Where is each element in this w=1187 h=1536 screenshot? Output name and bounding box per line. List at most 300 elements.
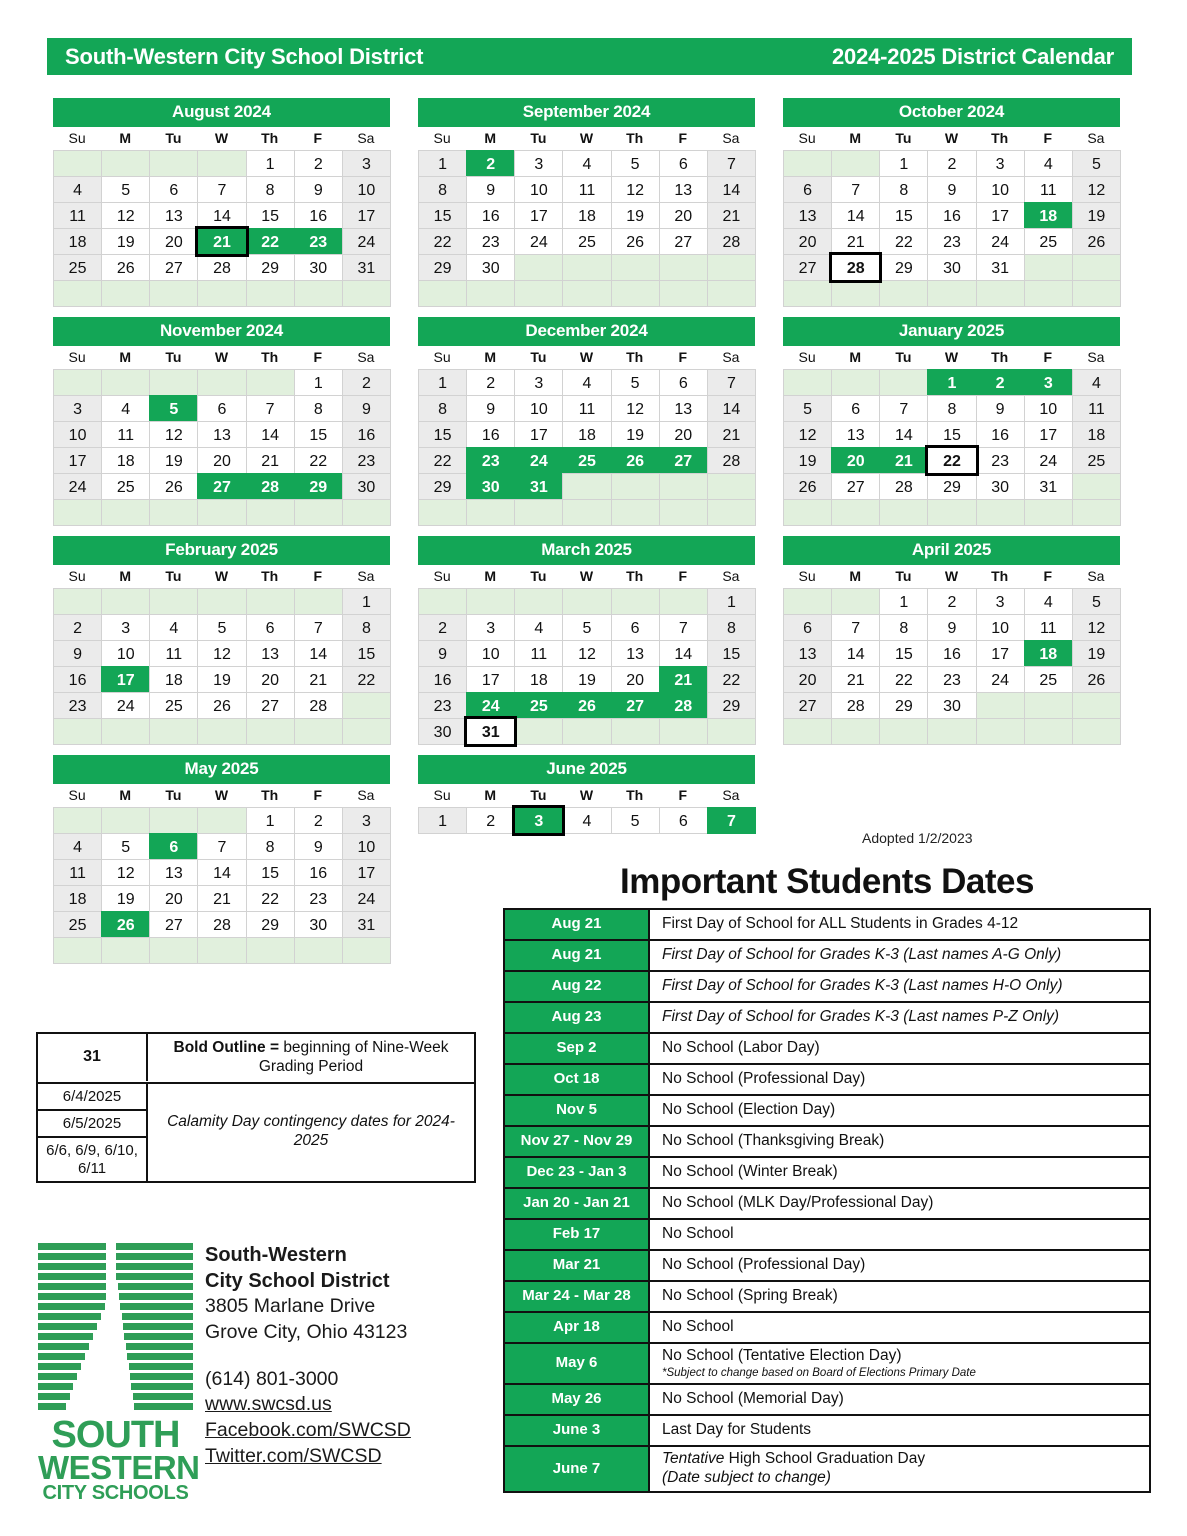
- calendar-day-cell[interactable]: [466, 588, 515, 615]
- calendar-day-cell[interactable]: 24: [53, 473, 102, 500]
- calendar-day-cell[interactable]: [197, 369, 246, 396]
- calendar-day-cell[interactable]: 14: [197, 202, 246, 229]
- calendar-day-cell[interactable]: 14: [831, 640, 880, 667]
- calendar-day-cell[interactable]: 1: [927, 369, 976, 396]
- calendar-day-cell[interactable]: 30: [342, 473, 391, 500]
- calendar-day-cell[interactable]: [611, 254, 660, 281]
- calendar-day-cell[interactable]: [927, 499, 976, 526]
- calendar-day-cell[interactable]: 16: [466, 421, 515, 448]
- calendar-day-cell[interactable]: 25: [562, 228, 611, 255]
- calendar-day-cell[interactable]: 28: [831, 254, 880, 281]
- calendar-day-cell[interactable]: 7: [246, 395, 295, 422]
- calendar-day-cell[interactable]: [1072, 473, 1121, 500]
- calendar-day-cell[interactable]: [53, 937, 102, 964]
- calendar-day-cell[interactable]: 2: [466, 807, 515, 834]
- calendar-day-cell[interactable]: 14: [831, 202, 880, 229]
- calendar-day-cell[interactable]: 4: [149, 614, 198, 641]
- calendar-day-cell[interactable]: [831, 718, 880, 745]
- calendar-day-cell[interactable]: 2: [927, 150, 976, 177]
- calendar-day-cell[interactable]: [53, 499, 102, 526]
- calendar-day-cell[interactable]: 8: [418, 395, 467, 422]
- contact-twitter-link[interactable]: Twitter.com/SWCSD: [205, 1444, 382, 1467]
- calendar-day-cell[interactable]: [831, 280, 880, 307]
- calendar-day-cell[interactable]: [101, 937, 150, 964]
- calendar-day-cell[interactable]: [294, 280, 343, 307]
- calendar-day-cell[interactable]: [149, 718, 198, 745]
- calendar-day-cell[interactable]: 3: [1024, 369, 1073, 396]
- calendar-day-cell[interactable]: 11: [1072, 395, 1121, 422]
- calendar-day-cell[interactable]: [246, 369, 295, 396]
- calendar-day-cell[interactable]: 11: [149, 640, 198, 667]
- calendar-day-cell[interactable]: 27: [149, 911, 198, 938]
- calendar-day-cell[interactable]: [514, 499, 563, 526]
- calendar-day-cell[interactable]: [514, 588, 563, 615]
- calendar-day-cell[interactable]: 19: [611, 421, 660, 448]
- calendar-day-cell[interactable]: 25: [101, 473, 150, 500]
- calendar-day-cell[interactable]: 15: [294, 421, 343, 448]
- calendar-day-cell[interactable]: 24: [342, 885, 391, 912]
- calendar-day-cell[interactable]: 29: [294, 473, 343, 500]
- calendar-day-cell[interactable]: 29: [879, 692, 928, 719]
- calendar-day-cell[interactable]: 27: [783, 692, 832, 719]
- calendar-day-cell[interactable]: 10: [342, 176, 391, 203]
- calendar-day-cell[interactable]: 24: [976, 228, 1025, 255]
- calendar-day-cell[interactable]: 12: [149, 421, 198, 448]
- calendar-day-cell[interactable]: 20: [659, 202, 708, 229]
- calendar-day-cell[interactable]: [611, 588, 660, 615]
- calendar-day-cell[interactable]: 3: [514, 150, 563, 177]
- calendar-day-cell[interactable]: 19: [197, 666, 246, 693]
- calendar-day-cell[interactable]: 21: [246, 447, 295, 474]
- calendar-day-cell[interactable]: 15: [246, 202, 295, 229]
- calendar-day-cell[interactable]: 22: [418, 228, 467, 255]
- calendar-day-cell[interactable]: [831, 150, 880, 177]
- calendar-day-cell[interactable]: [659, 280, 708, 307]
- calendar-day-cell[interactable]: 16: [53, 666, 102, 693]
- calendar-day-cell[interactable]: 15: [418, 202, 467, 229]
- calendar-day-cell[interactable]: 15: [927, 421, 976, 448]
- calendar-day-cell[interactable]: [611, 499, 660, 526]
- calendar-day-cell[interactable]: 29: [879, 254, 928, 281]
- calendar-day-cell[interactable]: [1024, 499, 1073, 526]
- calendar-day-cell[interactable]: [101, 280, 150, 307]
- calendar-day-cell[interactable]: [611, 473, 660, 500]
- calendar-day-cell[interactable]: 13: [246, 640, 295, 667]
- calendar-day-cell[interactable]: [101, 499, 150, 526]
- calendar-day-cell[interactable]: 11: [53, 202, 102, 229]
- calendar-day-cell[interactable]: 9: [294, 833, 343, 860]
- calendar-day-cell[interactable]: 22: [418, 447, 467, 474]
- calendar-day-cell[interactable]: 13: [149, 202, 198, 229]
- calendar-day-cell[interactable]: 7: [294, 614, 343, 641]
- calendar-day-cell[interactable]: [101, 807, 150, 834]
- calendar-day-cell[interactable]: 11: [1024, 176, 1073, 203]
- calendar-day-cell[interactable]: 3: [514, 807, 563, 834]
- calendar-day-cell[interactable]: 25: [53, 911, 102, 938]
- calendar-day-cell[interactable]: 21: [197, 228, 246, 255]
- calendar-day-cell[interactable]: [246, 588, 295, 615]
- calendar-day-cell[interactable]: 17: [342, 859, 391, 886]
- calendar-day-cell[interactable]: 1: [879, 150, 928, 177]
- calendar-day-cell[interactable]: 7: [659, 614, 708, 641]
- calendar-day-cell[interactable]: 16: [466, 202, 515, 229]
- calendar-day-cell[interactable]: [101, 369, 150, 396]
- calendar-day-cell[interactable]: 24: [342, 228, 391, 255]
- calendar-day-cell[interactable]: 13: [783, 202, 832, 229]
- calendar-day-cell[interactable]: 6: [149, 176, 198, 203]
- calendar-day-cell[interactable]: [659, 473, 708, 500]
- calendar-day-cell[interactable]: [831, 499, 880, 526]
- calendar-day-cell[interactable]: 27: [659, 228, 708, 255]
- calendar-day-cell[interactable]: 10: [53, 421, 102, 448]
- calendar-day-cell[interactable]: [927, 280, 976, 307]
- calendar-day-cell[interactable]: [879, 718, 928, 745]
- calendar-day-cell[interactable]: [197, 280, 246, 307]
- calendar-day-cell[interactable]: 6: [831, 395, 880, 422]
- calendar-day-cell[interactable]: 14: [294, 640, 343, 667]
- calendar-day-cell[interactable]: 30: [294, 911, 343, 938]
- calendar-day-cell[interactable]: 11: [562, 395, 611, 422]
- calendar-day-cell[interactable]: 13: [611, 640, 660, 667]
- calendar-day-cell[interactable]: 1: [342, 588, 391, 615]
- calendar-day-cell[interactable]: 9: [927, 614, 976, 641]
- calendar-day-cell[interactable]: [1072, 718, 1121, 745]
- calendar-day-cell[interactable]: [976, 718, 1025, 745]
- calendar-day-cell[interactable]: 11: [514, 640, 563, 667]
- calendar-day-cell[interactable]: 10: [514, 395, 563, 422]
- calendar-day-cell[interactable]: [149, 369, 198, 396]
- calendar-day-cell[interactable]: 12: [1072, 614, 1121, 641]
- calendar-day-cell[interactable]: 13: [197, 421, 246, 448]
- calendar-day-cell[interactable]: [514, 254, 563, 281]
- calendar-day-cell[interactable]: [1024, 280, 1073, 307]
- calendar-day-cell[interactable]: 5: [101, 176, 150, 203]
- calendar-day-cell[interactable]: [197, 807, 246, 834]
- calendar-day-cell[interactable]: 12: [562, 640, 611, 667]
- calendar-day-cell[interactable]: [342, 692, 391, 719]
- calendar-day-cell[interactable]: 25: [53, 254, 102, 281]
- calendar-day-cell[interactable]: 9: [294, 176, 343, 203]
- calendar-day-cell[interactable]: [562, 718, 611, 745]
- calendar-day-cell[interactable]: 25: [514, 692, 563, 719]
- calendar-day-cell[interactable]: 28: [246, 473, 295, 500]
- calendar-day-cell[interactable]: 7: [707, 807, 756, 834]
- calendar-day-cell[interactable]: [1072, 280, 1121, 307]
- calendar-day-cell[interactable]: 26: [611, 228, 660, 255]
- calendar-day-cell[interactable]: 4: [514, 614, 563, 641]
- calendar-day-cell[interactable]: 5: [611, 369, 660, 396]
- calendar-day-cell[interactable]: 24: [976, 666, 1025, 693]
- calendar-day-cell[interactable]: 22: [879, 666, 928, 693]
- calendar-day-cell[interactable]: [246, 280, 295, 307]
- calendar-day-cell[interactable]: 10: [514, 176, 563, 203]
- calendar-day-cell[interactable]: 5: [611, 807, 660, 834]
- calendar-day-cell[interactable]: [1024, 254, 1073, 281]
- calendar-day-cell[interactable]: [53, 280, 102, 307]
- calendar-day-cell[interactable]: 11: [53, 859, 102, 886]
- calendar-day-cell[interactable]: [562, 588, 611, 615]
- calendar-day-cell[interactable]: 26: [783, 473, 832, 500]
- calendar-day-cell[interactable]: 26: [1072, 228, 1121, 255]
- calendar-day-cell[interactable]: 15: [879, 202, 928, 229]
- calendar-day-cell[interactable]: 10: [976, 614, 1025, 641]
- calendar-day-cell[interactable]: 17: [514, 202, 563, 229]
- calendar-day-cell[interactable]: 17: [514, 421, 563, 448]
- calendar-day-cell[interactable]: [707, 280, 756, 307]
- calendar-day-cell[interactable]: 20: [659, 421, 708, 448]
- calendar-day-cell[interactable]: 28: [294, 692, 343, 719]
- calendar-day-cell[interactable]: [101, 588, 150, 615]
- calendar-day-cell[interactable]: 27: [611, 692, 660, 719]
- calendar-day-cell[interactable]: 25: [1024, 666, 1073, 693]
- calendar-day-cell[interactable]: 20: [831, 447, 880, 474]
- calendar-day-cell[interactable]: [246, 937, 295, 964]
- calendar-day-cell[interactable]: [197, 499, 246, 526]
- calendar-day-cell[interactable]: 28: [197, 911, 246, 938]
- calendar-day-cell[interactable]: 1: [246, 150, 295, 177]
- calendar-day-cell[interactable]: 31: [342, 911, 391, 938]
- calendar-day-cell[interactable]: [1072, 499, 1121, 526]
- calendar-day-cell[interactable]: 26: [1072, 666, 1121, 693]
- calendar-day-cell[interactable]: 2: [294, 150, 343, 177]
- calendar-day-cell[interactable]: 29: [246, 254, 295, 281]
- calendar-day-cell[interactable]: [342, 937, 391, 964]
- calendar-day-cell[interactable]: [976, 499, 1025, 526]
- calendar-day-cell[interactable]: 29: [418, 473, 467, 500]
- calendar-day-cell[interactable]: 20: [783, 666, 832, 693]
- calendar-day-cell[interactable]: [53, 718, 102, 745]
- calendar-day-cell[interactable]: [783, 588, 832, 615]
- calendar-day-cell[interactable]: 20: [611, 666, 660, 693]
- calendar-day-cell[interactable]: 19: [611, 202, 660, 229]
- calendar-day-cell[interactable]: 22: [246, 228, 295, 255]
- calendar-day-cell[interactable]: [418, 280, 467, 307]
- calendar-day-cell[interactable]: [927, 718, 976, 745]
- calendar-day-cell[interactable]: 31: [342, 254, 391, 281]
- calendar-day-cell[interactable]: 2: [927, 588, 976, 615]
- calendar-day-cell[interactable]: 12: [611, 176, 660, 203]
- calendar-day-cell[interactable]: 30: [466, 254, 515, 281]
- calendar-day-cell[interactable]: 6: [197, 395, 246, 422]
- calendar-day-cell[interactable]: [197, 150, 246, 177]
- calendar-day-cell[interactable]: [197, 588, 246, 615]
- calendar-day-cell[interactable]: 14: [707, 176, 756, 203]
- calendar-day-cell[interactable]: 27: [783, 254, 832, 281]
- calendar-day-cell[interactable]: 28: [197, 254, 246, 281]
- calendar-day-cell[interactable]: 14: [659, 640, 708, 667]
- calendar-day-cell[interactable]: [611, 280, 660, 307]
- calendar-day-cell[interactable]: 20: [246, 666, 295, 693]
- calendar-day-cell[interactable]: 4: [562, 807, 611, 834]
- calendar-day-cell[interactable]: 21: [831, 666, 880, 693]
- calendar-day-cell[interactable]: 7: [707, 369, 756, 396]
- calendar-day-cell[interactable]: 5: [611, 150, 660, 177]
- calendar-day-cell[interactable]: 2: [976, 369, 1025, 396]
- calendar-day-cell[interactable]: [879, 280, 928, 307]
- calendar-day-cell[interactable]: 3: [466, 614, 515, 641]
- calendar-day-cell[interactable]: 21: [659, 666, 708, 693]
- calendar-day-cell[interactable]: [149, 588, 198, 615]
- calendar-day-cell[interactable]: 2: [294, 807, 343, 834]
- calendar-day-cell[interactable]: 24: [514, 447, 563, 474]
- calendar-day-cell[interactable]: 25: [1024, 228, 1073, 255]
- calendar-day-cell[interactable]: 4: [53, 176, 102, 203]
- calendar-day-cell[interactable]: 9: [342, 395, 391, 422]
- calendar-day-cell[interactable]: 22: [342, 666, 391, 693]
- calendar-day-cell[interactable]: [342, 280, 391, 307]
- calendar-day-cell[interactable]: [101, 718, 150, 745]
- calendar-day-cell[interactable]: 23: [418, 692, 467, 719]
- calendar-day-cell[interactable]: 10: [342, 833, 391, 860]
- calendar-day-cell[interactable]: 7: [879, 395, 928, 422]
- calendar-day-cell[interactable]: [418, 588, 467, 615]
- calendar-day-cell[interactable]: 25: [149, 692, 198, 719]
- calendar-day-cell[interactable]: 3: [976, 588, 1025, 615]
- calendar-day-cell[interactable]: 16: [418, 666, 467, 693]
- calendar-day-cell[interactable]: [879, 369, 928, 396]
- calendar-day-cell[interactable]: [659, 718, 708, 745]
- calendar-day-cell[interactable]: 17: [976, 202, 1025, 229]
- calendar-day-cell[interactable]: 4: [101, 395, 150, 422]
- calendar-day-cell[interactable]: 4: [1024, 588, 1073, 615]
- calendar-day-cell[interactable]: 29: [707, 692, 756, 719]
- calendar-day-cell[interactable]: 9: [418, 640, 467, 667]
- calendar-day-cell[interactable]: 3: [342, 807, 391, 834]
- calendar-day-cell[interactable]: 8: [879, 176, 928, 203]
- calendar-day-cell[interactable]: [294, 718, 343, 745]
- calendar-day-cell[interactable]: 30: [927, 254, 976, 281]
- calendar-day-cell[interactable]: 19: [101, 228, 150, 255]
- calendar-day-cell[interactable]: 22: [927, 447, 976, 474]
- calendar-day-cell[interactable]: 1: [246, 807, 295, 834]
- calendar-day-cell[interactable]: 6: [246, 614, 295, 641]
- calendar-day-cell[interactable]: [783, 718, 832, 745]
- calendar-day-cell[interactable]: 29: [418, 254, 467, 281]
- calendar-day-cell[interactable]: 9: [976, 395, 1025, 422]
- calendar-day-cell[interactable]: 6: [659, 807, 708, 834]
- calendar-day-cell[interactable]: [1072, 692, 1121, 719]
- calendar-day-cell[interactable]: 6: [611, 614, 660, 641]
- calendar-day-cell[interactable]: 22: [707, 666, 756, 693]
- calendar-day-cell[interactable]: 2: [466, 150, 515, 177]
- calendar-day-cell[interactable]: 2: [53, 614, 102, 641]
- calendar-day-cell[interactable]: [342, 718, 391, 745]
- contact-facebook-link[interactable]: Facebook.com/SWCSD: [205, 1418, 411, 1441]
- calendar-day-cell[interactable]: [246, 718, 295, 745]
- calendar-day-cell[interactable]: [562, 473, 611, 500]
- calendar-day-cell[interactable]: 30: [418, 718, 467, 745]
- calendar-day-cell[interactable]: [659, 499, 708, 526]
- calendar-day-cell[interactable]: 16: [294, 202, 343, 229]
- calendar-day-cell[interactable]: [831, 369, 880, 396]
- calendar-day-cell[interactable]: 24: [514, 228, 563, 255]
- calendar-day-cell[interactable]: 5: [1072, 588, 1121, 615]
- calendar-day-cell[interactable]: 21: [294, 666, 343, 693]
- calendar-day-cell[interactable]: 12: [783, 421, 832, 448]
- calendar-day-cell[interactable]: [53, 150, 102, 177]
- calendar-day-cell[interactable]: 31: [976, 254, 1025, 281]
- calendar-day-cell[interactable]: 11: [562, 176, 611, 203]
- calendar-day-cell[interactable]: 4: [53, 833, 102, 860]
- calendar-day-cell[interactable]: 25: [1072, 447, 1121, 474]
- calendar-day-cell[interactable]: 21: [707, 202, 756, 229]
- calendar-day-cell[interactable]: 29: [927, 473, 976, 500]
- calendar-day-cell[interactable]: 18: [514, 666, 563, 693]
- calendar-day-cell[interactable]: 27: [831, 473, 880, 500]
- calendar-day-cell[interactable]: 17: [976, 640, 1025, 667]
- calendar-day-cell[interactable]: 28: [879, 473, 928, 500]
- calendar-day-cell[interactable]: 14: [197, 859, 246, 886]
- calendar-day-cell[interactable]: 8: [294, 395, 343, 422]
- calendar-day-cell[interactable]: [514, 280, 563, 307]
- calendar-day-cell[interactable]: 1: [418, 807, 467, 834]
- calendar-day-cell[interactable]: 5: [101, 833, 150, 860]
- calendar-day-cell[interactable]: [976, 280, 1025, 307]
- calendar-day-cell[interactable]: 15: [342, 640, 391, 667]
- calendar-day-cell[interactable]: 1: [294, 369, 343, 396]
- calendar-day-cell[interactable]: 20: [149, 228, 198, 255]
- calendar-day-cell[interactable]: [783, 280, 832, 307]
- calendar-day-cell[interactable]: 5: [197, 614, 246, 641]
- calendar-day-cell[interactable]: [342, 499, 391, 526]
- calendar-day-cell[interactable]: 7: [831, 176, 880, 203]
- calendar-day-cell[interactable]: 10: [1024, 395, 1073, 422]
- calendar-day-cell[interactable]: 21: [707, 421, 756, 448]
- calendar-day-cell[interactable]: 18: [1024, 202, 1073, 229]
- calendar-day-cell[interactable]: 22: [246, 885, 295, 912]
- calendar-day-cell[interactable]: 23: [927, 228, 976, 255]
- calendar-day-cell[interactable]: 26: [149, 473, 198, 500]
- calendar-day-cell[interactable]: [149, 499, 198, 526]
- calendar-day-cell[interactable]: 15: [246, 859, 295, 886]
- calendar-day-cell[interactable]: [197, 937, 246, 964]
- calendar-day-cell[interactable]: 30: [294, 254, 343, 281]
- calendar-day-cell[interactable]: 25: [562, 447, 611, 474]
- calendar-day-cell[interactable]: 23: [294, 228, 343, 255]
- calendar-day-cell[interactable]: 2: [466, 369, 515, 396]
- calendar-day-cell[interactable]: 23: [342, 447, 391, 474]
- calendar-day-cell[interactable]: 26: [197, 692, 246, 719]
- calendar-day-cell[interactable]: 24: [466, 692, 515, 719]
- calendar-day-cell[interactable]: [1024, 718, 1073, 745]
- calendar-day-cell[interactable]: 16: [342, 421, 391, 448]
- calendar-day-cell[interactable]: 8: [246, 176, 295, 203]
- calendar-day-cell[interactable]: 4: [562, 150, 611, 177]
- calendar-day-cell[interactable]: 28: [659, 692, 708, 719]
- calendar-day-cell[interactable]: 7: [197, 833, 246, 860]
- calendar-day-cell[interactable]: 23: [927, 666, 976, 693]
- calendar-day-cell[interactable]: 23: [294, 885, 343, 912]
- calendar-day-cell[interactable]: 18: [1024, 640, 1073, 667]
- calendar-day-cell[interactable]: 3: [976, 150, 1025, 177]
- calendar-day-cell[interactable]: [1072, 254, 1121, 281]
- calendar-day-cell[interactable]: 7: [707, 150, 756, 177]
- calendar-day-cell[interactable]: 12: [101, 202, 150, 229]
- calendar-day-cell[interactable]: [783, 369, 832, 396]
- calendar-day-cell[interactable]: 4: [1024, 150, 1073, 177]
- calendar-day-cell[interactable]: 18: [562, 202, 611, 229]
- calendar-day-cell[interactable]: 15: [879, 640, 928, 667]
- calendar-day-cell[interactable]: 7: [197, 176, 246, 203]
- calendar-day-cell[interactable]: 30: [927, 692, 976, 719]
- calendar-day-cell[interactable]: 18: [53, 885, 102, 912]
- calendar-day-cell[interactable]: 19: [1072, 202, 1121, 229]
- calendar-day-cell[interactable]: [294, 588, 343, 615]
- calendar-day-cell[interactable]: 31: [466, 718, 515, 745]
- calendar-day-cell[interactable]: 24: [1024, 447, 1073, 474]
- calendar-day-cell[interactable]: 18: [149, 666, 198, 693]
- calendar-day-cell[interactable]: 24: [101, 692, 150, 719]
